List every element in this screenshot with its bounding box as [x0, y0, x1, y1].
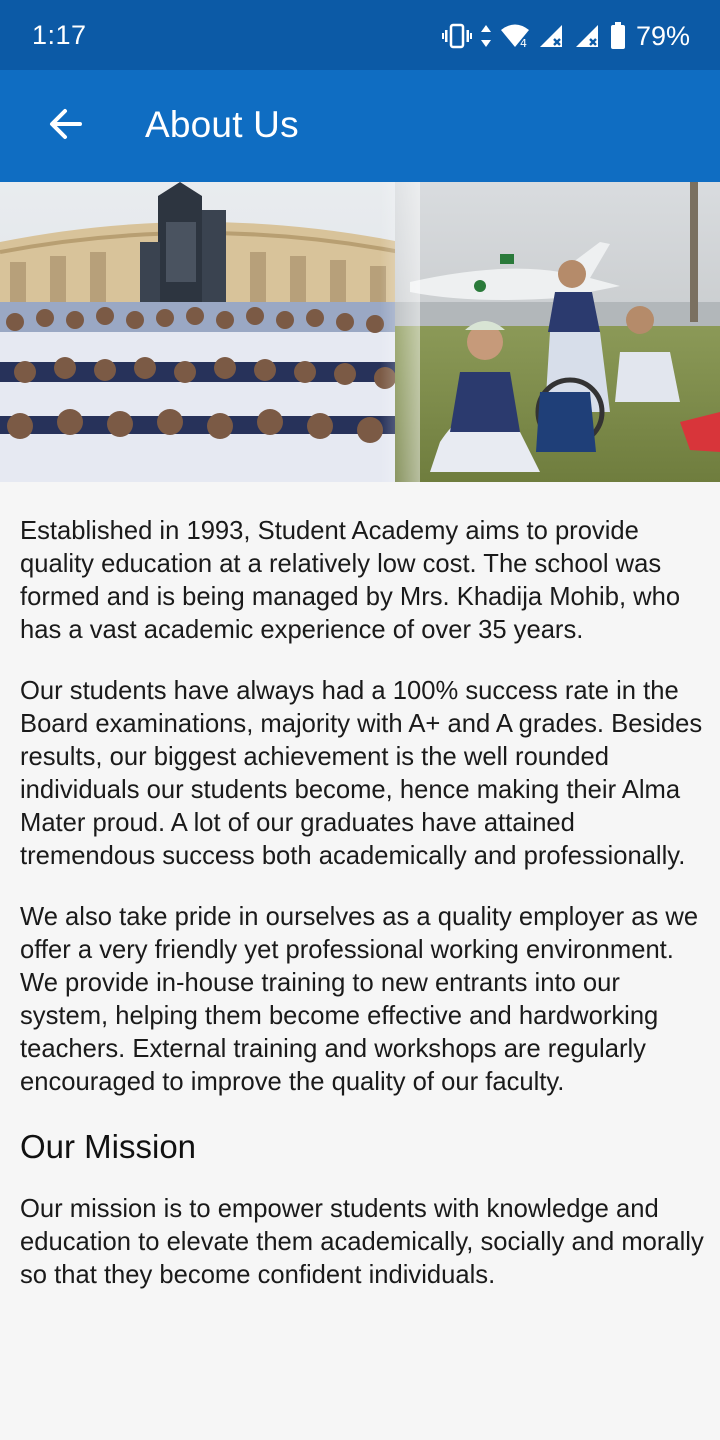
about-paragraph: Established in 1993, Student Academy aims to provide quality education at a relatively low cost. The school was formed and is being managed by Mrs. Khadija Mohib, who has a vast academic experience of over 35 years.: [20, 517, 681, 644]
arrow-back-icon: [48, 106, 84, 147]
status-time: 1:17: [32, 20, 87, 50]
battery-icon: [610, 22, 626, 50]
back-button[interactable]: [36, 96, 96, 156]
vibrate-icon: [442, 23, 472, 49]
data-arrows-icon: [480, 23, 492, 49]
about-paragraph: Our students have always had a 100% success rate in the Board examinations, majority with A+ and A grades. Besides results, our biggest achievement is the well rounded individuals our students become, hence making their Alma Mater proud. A lot of our graduates have attained tremendous success both academically and professionally.: [20, 677, 703, 870]
mission-paragraph: Our mission is to empower students with knowledge and education to elevate them academically, socially and morally so that they become confident individuals.: [20, 1195, 704, 1289]
status-icons: [442, 20, 690, 52]
app-bar: [0, 70, 720, 182]
status-bar: [0, 0, 720, 70]
hero-image: [0, 182, 720, 482]
page-title: About Us: [145, 104, 299, 145]
mission-heading: Our Mission: [20, 1128, 197, 1165]
signal-icon: [574, 23, 602, 49]
about-content: [20, 515, 704, 1320]
wifi-icon: [500, 23, 530, 49]
svg-text:4: 4: [519, 37, 527, 49]
signal-icon: [538, 23, 566, 49]
about-paragraph: We also take pride in ourselves as a quality employer as we offer a very friendly yet professional working environment. We provide in-house training to new entrants into our system, helping them become effective and hardworking teachers. External training and workshops are regularly encouraged to improve the quality of our faculty.: [20, 903, 699, 1096]
battery-percent: 79%: [635, 20, 690, 51]
